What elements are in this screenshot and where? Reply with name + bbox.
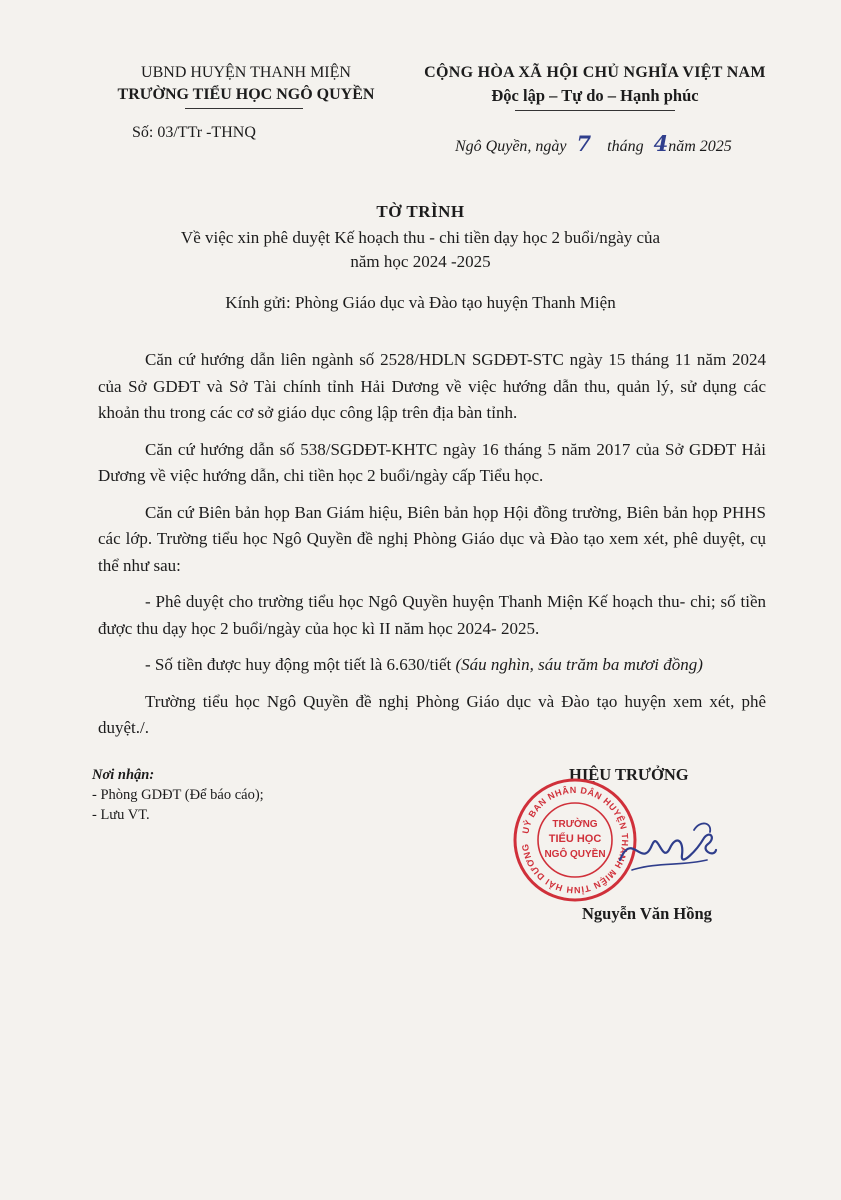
header-underline-left — [185, 108, 303, 109]
svg-text:TRƯỜNG: TRƯỜNG — [552, 819, 598, 830]
document-subject — [0, 226, 841, 274]
recipients-block — [92, 765, 264, 825]
amount-text: - Số tiền được huy động một tiết là 6.630/tiết — [145, 655, 456, 674]
recipients-title: Nơi nhận: — [92, 767, 155, 783]
national-motto — [400, 62, 790, 107]
paragraph: - Phê duyệt cho trường tiểu học Ngô Quyền huyện Thanh Miện Kế hoạch thu- chi; số tiền được thu dạy học 2 buổi/ngày của học kì II năm học 2024- 2025. — [98, 592, 766, 638]
motto: Độc lập – Tự do – Hạnh phúc — [491, 86, 699, 105]
school-name: TRƯỜNG TIỂU HỌC NGÔ QUYỀN — [117, 86, 375, 103]
authority-line: UBND HUYỆN THANH MIỆN — [141, 64, 351, 81]
paragraph: Trường tiểu học Ngô Quyền đề nghị Phòng Giáo dục và Đào tạo huyện xem xét, phê duyệt./. — [98, 691, 766, 737]
signer-name: Nguyễn Văn Hồng — [582, 904, 712, 923]
country-name: CỘNG HÒA XÃ HỘI CHỦ NGHĨA VIỆT NAM — [424, 64, 766, 81]
date-month-label: tháng — [607, 138, 644, 155]
paragraph: Căn cứ Biên bản họp Ban Giám hiệu, Biên bản họp Hội đồng trường, Biên bản họp PHHS các lớp. Trường tiểu học Ngô Quyền đề nghị Phòng Giáo dục và Đào tạo xem xét, phê duyệt, cụ thể như sau: — [98, 502, 766, 575]
date-year: năm 2025 — [668, 138, 732, 155]
issuing-authority — [96, 62, 396, 106]
recipient-item: - Phòng GDĐT (Để báo cáo); — [92, 787, 264, 803]
svg-text:NGÔ QUYỀN: NGÔ QUYỀN — [544, 849, 606, 860]
subject-line-2: năm học 2024 -2025 — [350, 252, 491, 271]
handwritten-signature-icon — [612, 810, 722, 890]
header-underline-right — [515, 110, 675, 111]
amount-in-words: (Sáu nghìn, sáu trăm ba mươi đồng) — [455, 655, 703, 674]
paragraph: Căn cứ hướng dẫn liên ngành số 2528/HDLN SGDĐT-STC ngày 15 tháng 11 năm 2024 của Sở GDĐT và Sở Tài chính tỉnh Hải Dương về việc hướng dẫn thu, quản lý, sử dụng các khoản thu trong các cơ sở giáo dục công lập trên địa bàn tỉnh. — [98, 350, 766, 422]
addressee: Kính gửi: Phòng Giáo dục và Đào tạo huyện Thanh Miện — [225, 293, 616, 312]
svg-text:TIỂU HỌC: TIỂU HỌC — [548, 833, 602, 845]
document-body — [98, 347, 766, 752]
svg-text:UỶ BAN NHÂN DÂN HUYỆN THANH MI: UỶ BAN NHÂN DÂN HUYỆN THANH MIỆN TỈNH HẢI DƯƠNG — [520, 784, 631, 896]
document-number: Số: 03/TTr -THNQ — [132, 124, 256, 141]
document-title: TỜ TRÌNH — [376, 202, 465, 221]
paragraph — [98, 652, 766, 679]
subject-line-1: Về việc xin phê duyệt Kế hoạch thu - chi tiền dạy học 2 buổi/ngày của — [180, 228, 661, 247]
place-date — [455, 131, 732, 156]
paragraph: Căn cứ hướng dẫn số 538/SGDĐT-KHTC ngày 16 tháng 5 năm 2017 của Sở GDĐT Hải Dương về việc hướng dẫn, chi tiền học 2 buổi/ngày cấp Tiểu học. — [98, 439, 766, 485]
date-month: 4 — [653, 131, 669, 156]
date-day: 7 — [576, 131, 592, 156]
recipient-item: - Lưu VT. — [92, 807, 150, 823]
date-prefix: Ngô Quyền, ngày — [455, 138, 567, 155]
signer-title: HIỆU TRƯỞNG — [569, 765, 689, 784]
